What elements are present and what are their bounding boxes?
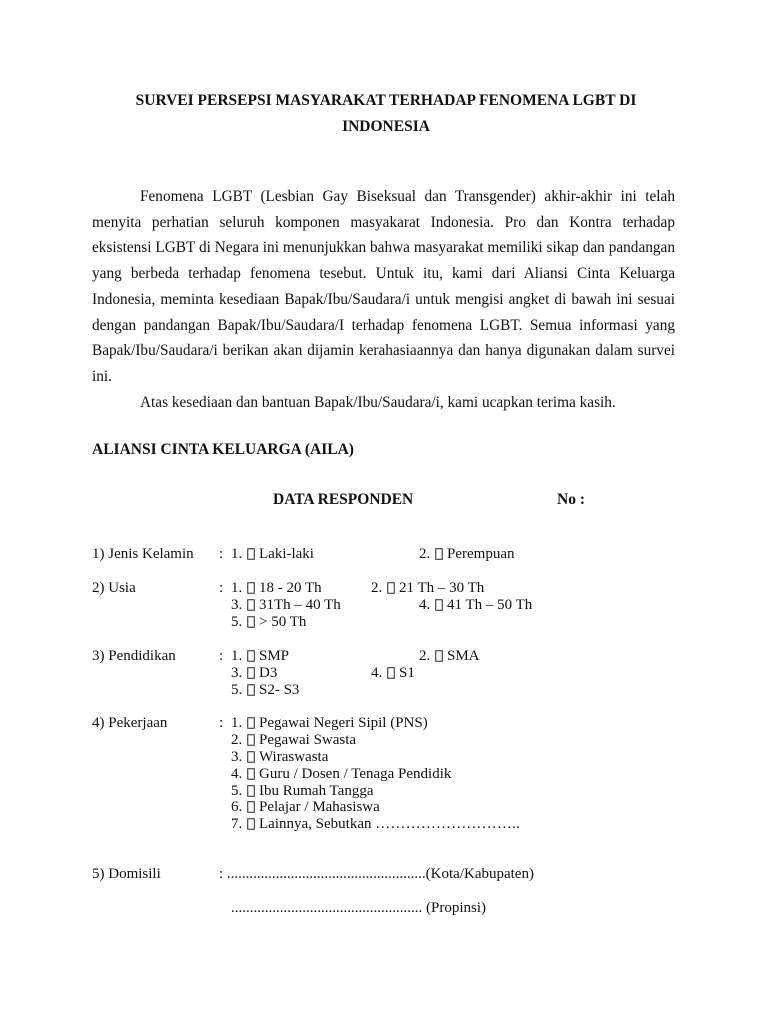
question-label-domicile: 5) Domisili bbox=[92, 866, 161, 882]
checkbox-icon[interactable] bbox=[247, 801, 257, 813]
colon: : bbox=[219, 580, 224, 596]
checkbox-icon[interactable] bbox=[435, 599, 445, 611]
question-label-job: 4) Pekerjaan bbox=[92, 715, 168, 731]
option-job-6[interactable]: 6. Pelajar / Mahasiswa bbox=[231, 799, 380, 815]
city-blank[interactable]: : .....................................................(Kota/Kabupaten) bbox=[219, 866, 534, 882]
checkbox-icon[interactable] bbox=[247, 616, 257, 628]
checkbox-icon[interactable] bbox=[247, 818, 257, 830]
option-job-4[interactable]: 4. Guru / Dosen / Tenaga Pendidik bbox=[231, 766, 452, 782]
option-edu-3[interactable]: 3. D3 bbox=[231, 665, 278, 681]
survey-title: SURVEI PERSEPSI MASYARAKAT TERHADAP FENOMENA LGBT DI INDONESIA bbox=[135, 92, 637, 135]
checkbox-icon[interactable] bbox=[247, 768, 257, 780]
checkbox-icon[interactable] bbox=[435, 548, 445, 560]
checkbox-icon[interactable] bbox=[435, 650, 445, 662]
question-label-gender: 1) Jenis Kelamin bbox=[92, 546, 194, 562]
colon: : bbox=[219, 648, 224, 664]
option-edu-1[interactable]: 1. SMP bbox=[231, 648, 290, 664]
option-job-5[interactable]: 5. Ibu Rumah Tangga bbox=[231, 783, 374, 799]
checkbox-icon[interactable] bbox=[387, 667, 397, 679]
checkbox-icon[interactable] bbox=[387, 582, 397, 594]
option-job-3[interactable]: 3. Wiraswasta bbox=[231, 749, 329, 765]
colon: : bbox=[219, 546, 224, 562]
colon: : bbox=[219, 715, 224, 731]
checkbox-icon[interactable] bbox=[247, 684, 257, 696]
organization-name: ALIANSI CINTA KELUARGA (AILA) bbox=[92, 441, 354, 458]
option-male[interactable]: 1. Laki-laki bbox=[231, 546, 314, 562]
checkbox-icon[interactable] bbox=[247, 785, 257, 797]
option-job-1[interactable]: 1. Pegawai Negeri Sipil (PNS) bbox=[231, 715, 428, 731]
checkbox-icon[interactable] bbox=[247, 734, 257, 746]
thanks-paragraph: Atas kesediaan dan bantuan Bapak/Ibu/Saudara/i, kami ucapkan terima kasih. bbox=[140, 393, 616, 411]
option-edu-5[interactable]: 5. S2- S3 bbox=[231, 682, 300, 698]
option-female[interactable]: 2. Perempuan bbox=[419, 546, 515, 562]
checkbox-icon[interactable] bbox=[247, 582, 257, 594]
respondent-number-label: No : bbox=[557, 491, 585, 508]
checkbox-icon[interactable] bbox=[247, 717, 257, 729]
option-edu-2[interactable]: 2. SMA bbox=[419, 648, 480, 664]
option-age-1[interactable]: 1. 18 - 20 Th bbox=[231, 580, 322, 596]
checkbox-icon[interactable] bbox=[247, 667, 257, 679]
question-label-age: 2) Usia bbox=[92, 580, 136, 596]
province-blank[interactable]: ................................................... (Propinsi) bbox=[231, 900, 486, 916]
option-age-4[interactable]: 4. 41 Th – 50 Th bbox=[419, 597, 533, 613]
option-age-3[interactable]: 3. 31Th – 40 Th bbox=[231, 597, 341, 613]
option-job-2[interactable]: 2. Pegawai Swasta bbox=[231, 732, 357, 748]
option-age-2[interactable]: 2. 21 Th – 30 Th bbox=[371, 580, 485, 596]
intro-paragraph: Fenomena LGBT (Lesbian Gay Biseksual dan Transgender) akhir-akhir ini telah menyita perhatian seluruh komponen masyakarat Indonesia. Pro dan Kontra terhadap eksistensi LGBT di Negara ini menunjukkan bahwa masyarakat memiliki sikap dan pandangan yang berbeda terhadap fenomena tesebut. Untuk itu, kami dari Aliansi Cinta Keluarga Indonesia, meminta kesediaan Bapak/Ibu/Saudara/i untuk mengisi angket di bawah ini sesuai dengan pandangan Bapak/Ibu/Saudara/I terhadap fenomena LGBT. Semua informasi yang Bapak/Ibu/Saudara/i berikan akan dijamin kerahasiaannya dan hanya digunakan dalam survei ini. bbox=[92, 188, 675, 385]
checkbox-icon[interactable] bbox=[247, 650, 257, 662]
option-edu-4[interactable]: 4. S1 bbox=[371, 665, 415, 681]
intro-text bbox=[92, 184, 675, 415]
checkbox-icon[interactable] bbox=[247, 548, 257, 560]
option-job-7[interactable]: 7. Lainnya, Sebutkan ……………………….. bbox=[231, 816, 520, 832]
checkbox-icon[interactable] bbox=[247, 751, 257, 763]
other-job-blank[interactable]: ……………………….. bbox=[375, 816, 520, 832]
checkbox-icon[interactable] bbox=[247, 599, 257, 611]
section-title: DATA RESPONDEN bbox=[273, 491, 414, 508]
option-age-5[interactable]: 5. > 50 Th bbox=[231, 614, 307, 630]
question-label-education: 3) Pendidikan bbox=[92, 648, 176, 664]
